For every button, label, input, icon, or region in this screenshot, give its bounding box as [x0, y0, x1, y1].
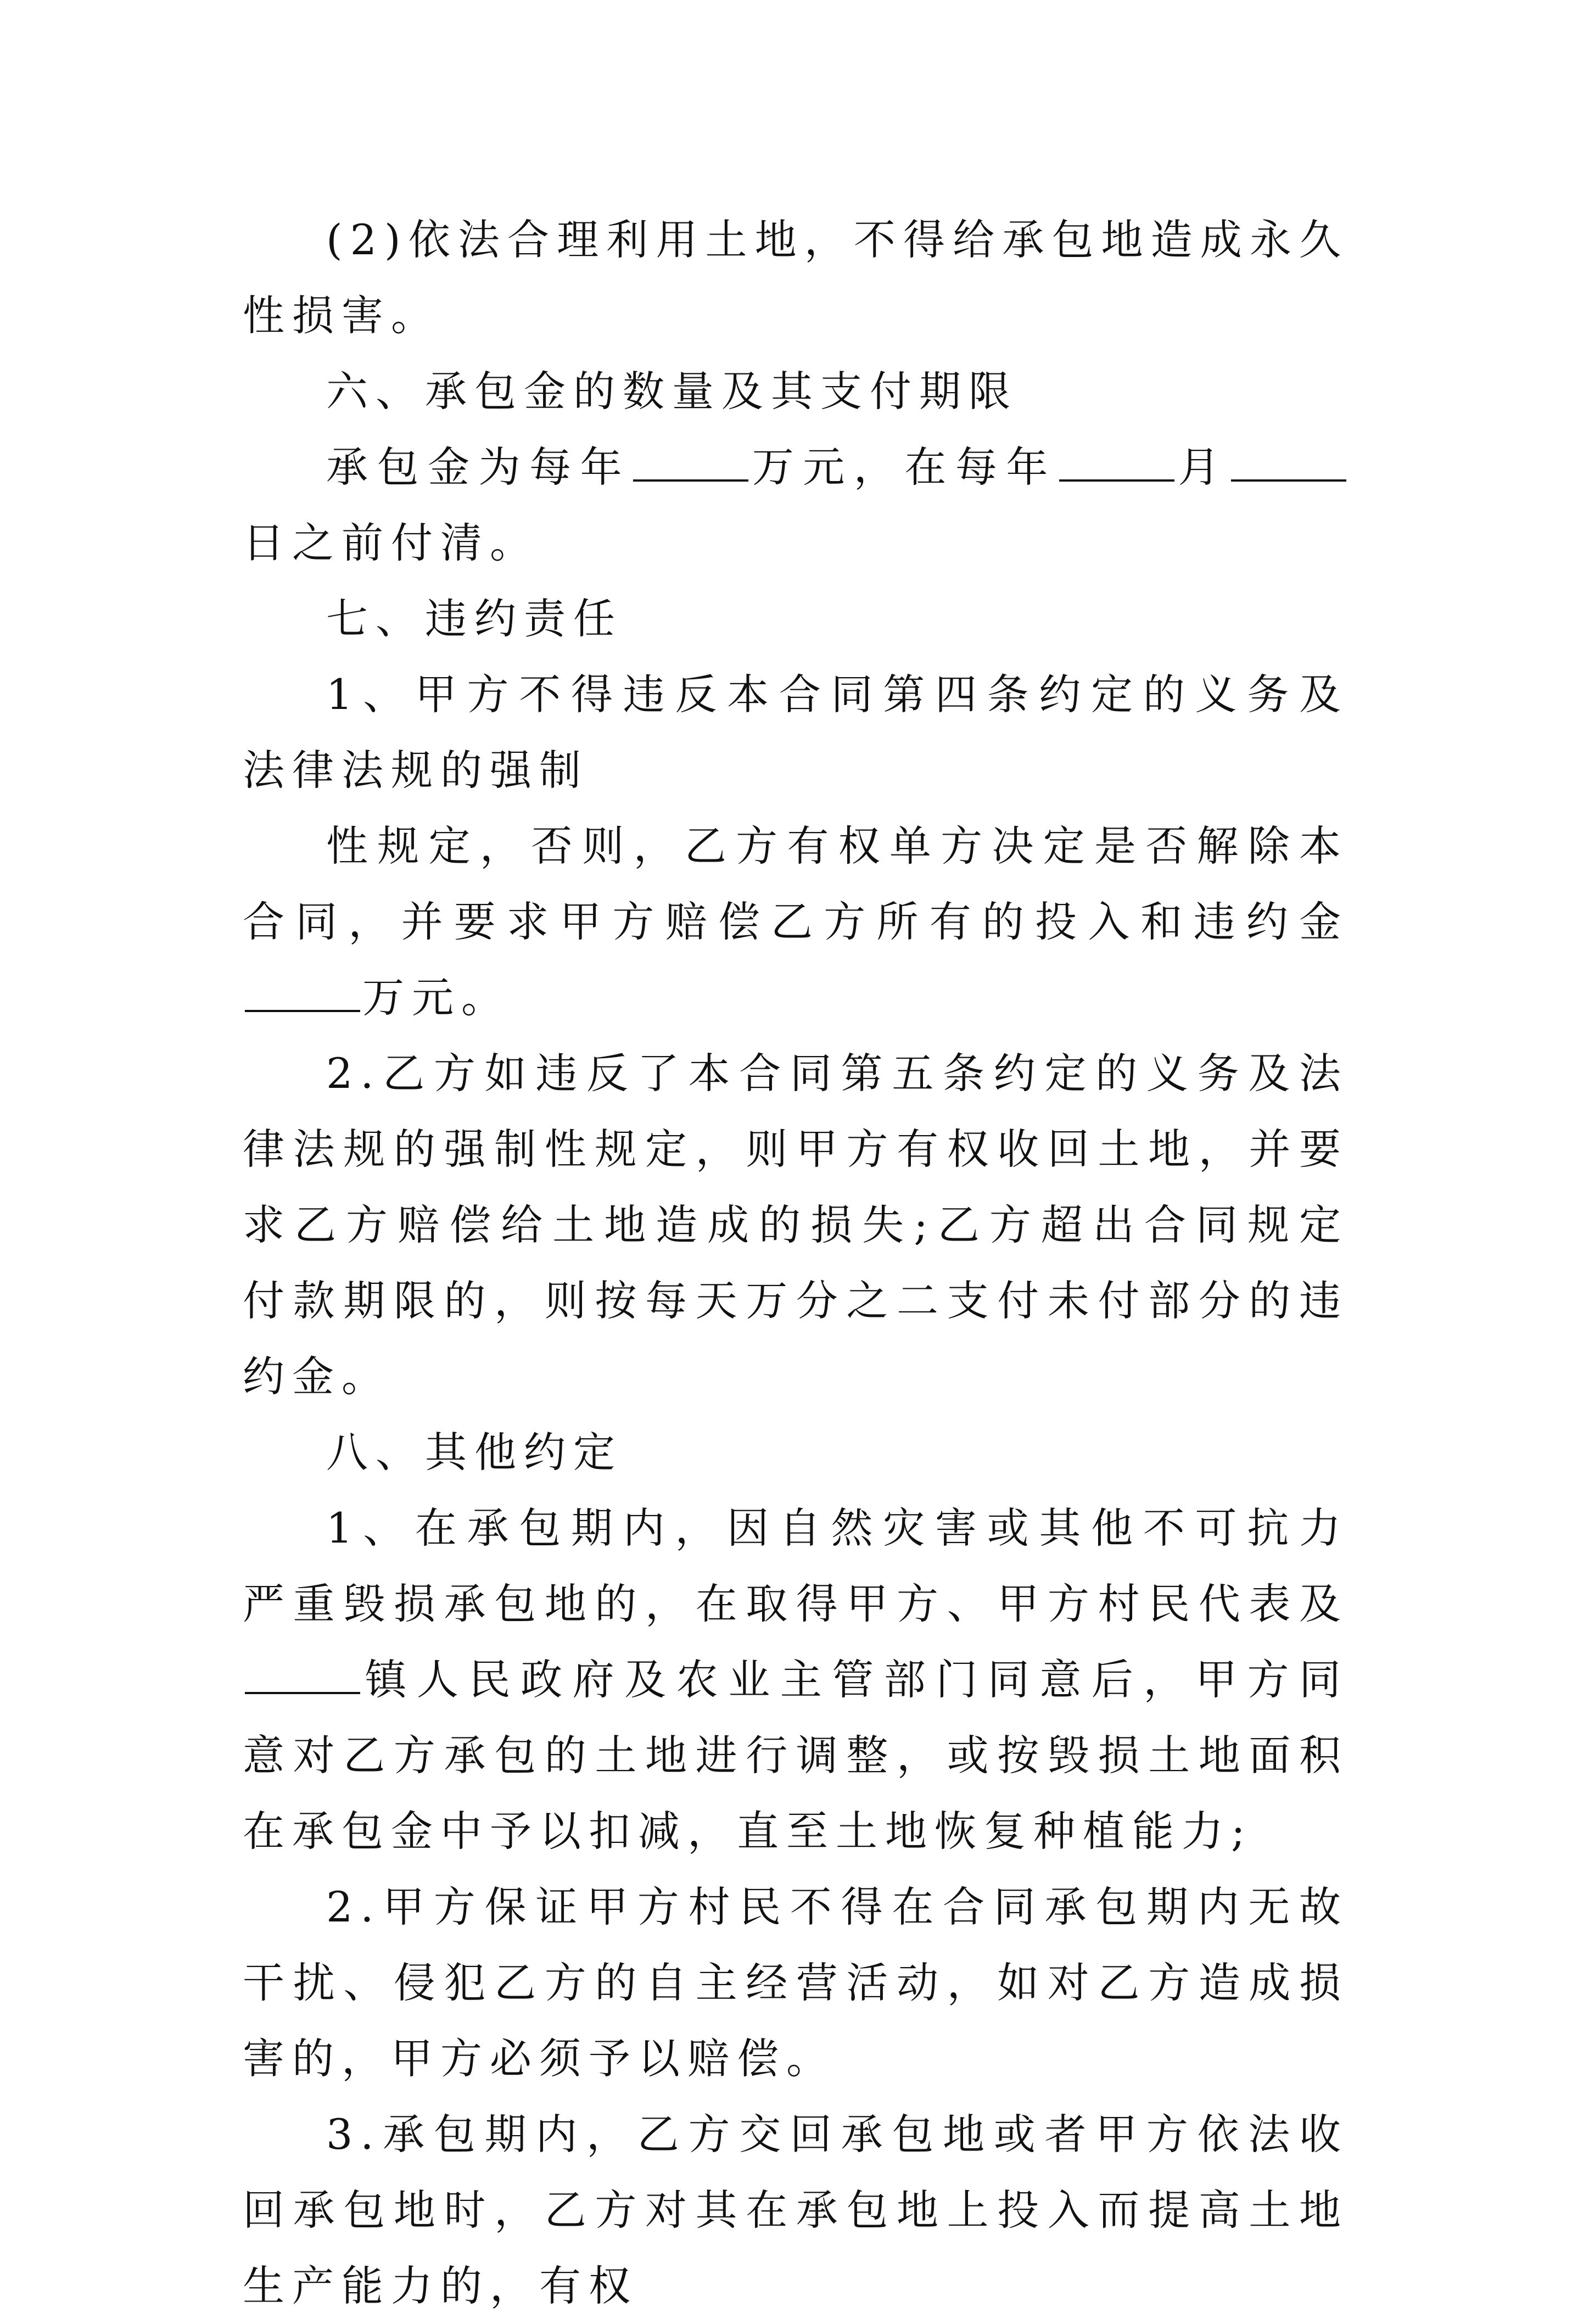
text-penalty-unit: 万元。	[362, 973, 511, 1022]
paragraph-breach-party-a-continued	[243, 808, 1349, 1036]
text-force-majeure-start: 1、在承包期内，因自然灾害或其他不可抗力严重毁损承包地的，在取得甲方、甲方村民代表及	[243, 1504, 1349, 1628]
paragraph-breach-party-b: 2.乙方如违反了本合同第五条约定的义务及法律法规的强制性规定，则甲方有权收回土地，并要求乙方赔偿给土地造成的损失;乙方超出合同规定付款期限的，则按每天万分之二支付未付部分的违约金。	[243, 1049, 1349, 1401]
text-force-majeure-end: 镇人民政府及农业主管部门同意后，甲方同意对乙方承包的土地进行调整，或按毁损土地面积在承包金中予以扣减，直至土地恢复种植能力;	[243, 1655, 1349, 1856]
section-heading-seven: 七、违约责任	[326, 594, 623, 643]
text-fee-prefix: 承包金为每年	[326, 443, 631, 491]
paragraph-force-majeure	[243, 1490, 1349, 1869]
text-fee-unit: 万元，在每年	[751, 443, 1057, 491]
blank-town-name-field	[245, 1658, 360, 1694]
section-heading-six: 六、承包金的数量及其支付期限	[326, 367, 1018, 416]
blank-amount-field	[633, 445, 748, 482]
paragraph-contract-fee	[243, 429, 1349, 581]
text-month-label: 月	[1176, 443, 1229, 491]
text-breach-compensation: 性规定，否则，乙方有权单方决定是否解除本合同，并要求甲方赔偿乙方所有的投入和违约金	[243, 822, 1349, 946]
paragraph-breach-party-a: 1、甲方不得违反本合同第四条约定的义务及法律法规的强制	[243, 670, 1349, 795]
blank-day-field	[1231, 445, 1346, 482]
document-body	[243, 202, 1349, 2324]
section-heading-eight: 八、其他约定	[326, 1428, 623, 1477]
blank-month-field	[1059, 445, 1174, 482]
blank-penalty-amount-field	[245, 976, 360, 1012]
text-day-suffix: 日之前付清。	[243, 518, 539, 567]
paragraph-land-return: 3.承包期内，乙方交回承包地或者甲方依法收回承包地时，乙方对其在承包地上投入而提高土地生产能力的，有权	[243, 2110, 1349, 2310]
paragraph-villager-guarantee: 2.甲方保证甲方村民不得在合同承包期内无故干扰、侵犯乙方的自主经营活动，如对乙方造成损害的，甲方必须予以赔偿。	[243, 1882, 1349, 2083]
paragraph-land-use-obligation: (2)依法合理利用土地，不得给承包地造成永久性损害。	[243, 215, 1349, 340]
